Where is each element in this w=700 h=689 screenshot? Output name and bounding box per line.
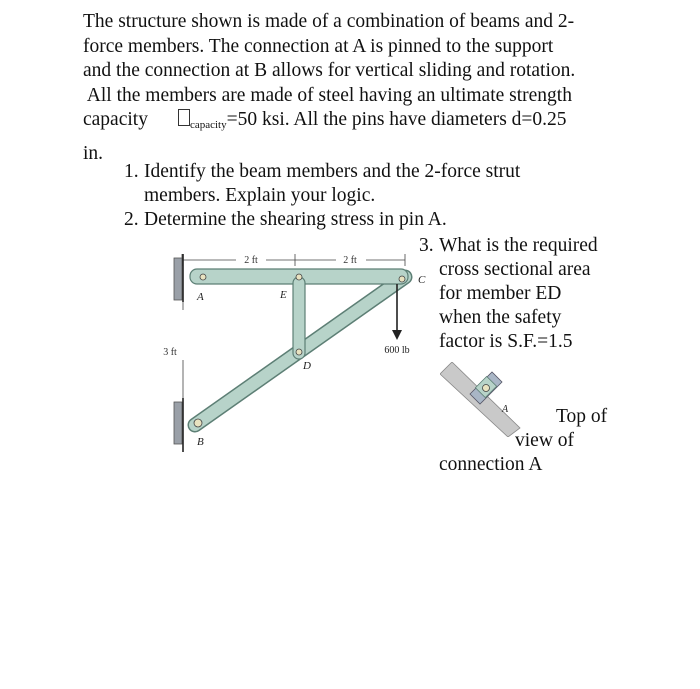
paragraph-line-4: All the members are made of steel having an ultimate strength <box>83 84 572 106</box>
strength-value: =50 ksi. All the pins have diameters d=0.25 <box>226 109 567 130</box>
label-d: D <box>303 360 311 372</box>
pin-a <box>200 274 206 280</box>
question-1-line-1: Identify the beam members and the 2-force strut <box>144 161 521 182</box>
pin-c <box>399 276 405 282</box>
question-2-number: 2. <box>124 209 139 230</box>
capacity-subscript: capacity <box>189 119 227 131</box>
label-c: C <box>418 274 426 286</box>
structure-figure <box>150 240 430 460</box>
label-e: E <box>280 289 287 301</box>
dim-label-3ft: 3 ft <box>163 347 177 358</box>
paragraph-line-2: force members. The connection at A is pinned to the support <box>83 35 554 57</box>
question-3-line-5: factor is S.F.=1.5 <box>439 331 573 352</box>
pin-e <box>296 274 302 280</box>
question-list <box>124 160 594 232</box>
paragraph-line-5 <box>83 108 623 138</box>
question-1 <box>124 160 594 208</box>
load-arrow-head <box>392 330 402 340</box>
pin-d <box>296 349 302 355</box>
caption-line-3: connection A <box>439 454 543 475</box>
question-1-number: 1. <box>124 161 139 182</box>
question-3-line-2: cross sectional area <box>439 259 591 280</box>
caption-line-1: Top of <box>556 406 608 427</box>
member-ed <box>293 277 305 359</box>
connection-a-detail <box>440 362 530 437</box>
capacity-word: capacity <box>83 109 148 130</box>
question-3-number: 3. <box>419 235 434 256</box>
question-3-line-4: when the safety <box>439 307 562 328</box>
question-3 <box>419 234 619 354</box>
wall-support-a <box>174 254 183 302</box>
problem-statement <box>83 10 623 166</box>
paragraph-line-3: and the connection at B allows for vertical sliding and rotation. <box>83 60 576 81</box>
question-2 <box>124 208 594 232</box>
label-a: A <box>197 291 204 303</box>
paragraph-line-6: in. <box>83 142 104 164</box>
load-label: 600 lb <box>384 345 410 356</box>
question-2-line-1: Determine the shearing stress in pin A. <box>144 209 447 230</box>
missing-symbol-box <box>178 109 190 126</box>
caption-line-2: view of <box>515 430 575 451</box>
question-1-line-2: members. Explain your logic. <box>144 185 376 206</box>
wall-support-b <box>174 398 183 452</box>
dim-label-2ft-left: 2 ft <box>244 255 258 266</box>
detail-label-a: A <box>502 404 509 415</box>
detail-pin <box>483 385 490 392</box>
question-3-line-3: for member ED <box>439 283 562 304</box>
paragraph-line-1: The structure shown is made of a combination of beams and 2- <box>83 11 575 32</box>
dim-label-2ft-right: 2 ft <box>343 255 357 266</box>
label-b: B <box>197 436 204 448</box>
pin-b <box>194 419 202 427</box>
question-3-line-1: What is the required <box>439 235 598 256</box>
